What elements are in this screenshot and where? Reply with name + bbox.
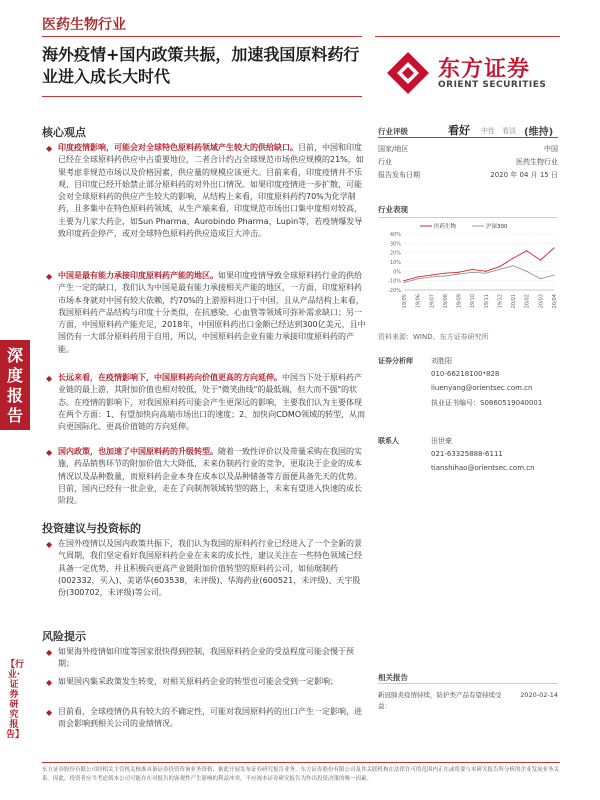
risk-point-3-text: 目前看，全球疫情仍具有较大的不确定性，可能对我国原料药的出口产生一定影响，进而会影响到相关公司的业绩情况。 [58, 707, 362, 729]
series-point [553, 247, 554, 248]
x-tick-label: 19/09 [456, 294, 463, 309]
title-rule [42, 96, 362, 97]
chart-title: 行业表现 [378, 204, 558, 218]
risk-point-2 [42, 676, 367, 688]
industry-performance-chart [378, 220, 558, 325]
related-heading: 相关报告 [378, 672, 558, 684]
report-type-tab: 深度报告 [0, 340, 30, 430]
header-rule [42, 36, 362, 37]
related-report-date: 2020-02-14 [520, 691, 558, 699]
series-point [458, 274, 459, 275]
series-point [472, 272, 473, 273]
x-tick-label: 20/04 [552, 294, 558, 309]
core-point-1-text: 目前，中国和印度已经在全球原料药供应中占重要地位，二者合计约占全球规范市场供应规模的21%，如果考虑非规范市场以及价格因素，供应量的规模应该更大。目前来看，印度疫情并不乐观，目印度已经开始禁止部分原料药的对外出口情况。如果印度疫情进一步扩散，可能会对全球原料药的供应产生较大的影响，从结构上来看，印度原料药约70%为化学制药，且多集中在特色原料药领域，从生产端来看，印度规范市场出口集中度相对较高，主要为几家大药企，如Sun Pharma、Aurobindo Pharma、Lupin等，若疫情爆发导致印度药企停产，或对全球特色原料药供应造成巨大冲击。 [58, 143, 364, 239]
core-point-1-bold: 印度疫情影响，可能会对全球特色原料药领域产生较大的供给缺口。 [58, 143, 298, 152]
series-point [499, 269, 500, 270]
related-report-title[interactable]: 新冠肺炎疫情持续，防护类产品有望持续受益： [378, 691, 502, 710]
core-point-3-text: 中国当下处于原料药产业链的最上游，其附加价值也相对较低，处于"微笑曲线"的最低端，但大而不强"的状态。在疫情的影响下，对我国原料药可能会产生更深远的影响，主要我们认为主要体现在两个方面：1、有望加快向高端市场出口的速度；2、加快向CDMO领域的转型，从而向更国际化、更高价值链的方向延伸。 [58, 373, 366, 432]
core-point-2 [42, 270, 367, 356]
series-point [431, 276, 432, 277]
contact-name: 田世豪 [431, 437, 452, 445]
contact-phone: 021-63325888-6111 [431, 450, 503, 458]
contact-email[interactable]: tianshihao@orientsec.com.cn [431, 464, 535, 472]
series-point [526, 250, 527, 251]
analyst-email[interactable]: liuenyang@orientsec.com.cn [431, 384, 533, 392]
risk-point-3 [42, 706, 367, 731]
invest-point-1 [42, 538, 367, 599]
analyst-label: 证券分析师 [378, 357, 413, 365]
core-point-3 [42, 372, 367, 433]
invest-point-1-text: 在国外疫情以及国内政策共振下，我们认为我国的原料药行业已经进入了一个全新的景气周期，我们坚定看好我国原料药企业在未来的成长性，建议关注在一些特色领域已经具备一定优势，并且积极向更高产业链附加价值转型的原料药公司，如仙琚制药(002332，买入)、美诺华(603538，未评级)、华海药业(600521，未评级)、天宇股份(300702，未评级)等公司。 [58, 539, 362, 598]
y-tick-label: -20% [388, 288, 401, 294]
sector-label: 医药生物行业 [42, 17, 126, 33]
series-point [540, 260, 541, 261]
info-value: 中国 [544, 145, 558, 153]
analyst-phone: 010-66218100*828 [431, 370, 500, 378]
info-key: 国家/地区 [378, 145, 409, 153]
core-point-2-text: 如果印度疫情导致全球原料药行业的供给产生一定的缺口，我们认为中国是最有能力承接相关产能的地区，一方面，印度原料药市场本身就对中国有较大依赖，约70%的上游原料进口于中国，且从产品结构上来看，我国原料药产品结构与印度十分类似，在抗感染、心血管等领域可弥补需求缺口；另一方面，中国原料药产能充足，2018年，中国原料药出口金额已经达到300亿美元，且中国仍有一大部分原料药用于自用，所以，中国原料药企业有能力承接印度原料药的产能。 [58, 271, 366, 354]
bullet-icon: ◆ [46, 144, 53, 153]
y-tick-label: -10% [388, 278, 401, 285]
rating-row [378, 122, 558, 138]
rating-option-negative: 看淡 [502, 127, 516, 135]
core-point-1 [42, 142, 367, 240]
bullet-icon: ◆ [46, 708, 53, 717]
rating-maintain: (维持) [524, 127, 554, 138]
x-tick-label: 19/10 [470, 294, 477, 309]
x-tick-label: 19/05 [402, 294, 408, 309]
series-point [485, 273, 486, 274]
info-value: 2020 年 04 月 15 日 [490, 171, 558, 179]
series-point [458, 272, 459, 273]
chart-source: 资料来源：WIND、东方证券研究所 [378, 333, 489, 341]
risk-heading: 风险提示 [42, 630, 86, 643]
series-point [499, 266, 500, 267]
logo-en: ORIENT SECURITIES [438, 80, 547, 90]
series-point [403, 280, 404, 281]
header-rule-right [375, 36, 560, 37]
footer-rule [42, 762, 560, 763]
core-point-3-bold: 长远来看，在疫情影响下，中国原料药向价值更高的方向延伸。 [58, 373, 282, 382]
contact-label: 联系人 [378, 437, 399, 445]
x-tick-label: 19/06 [415, 294, 422, 309]
x-tick-label: 19/12 [497, 294, 504, 309]
series-line-2 [404, 266, 554, 283]
series-point [512, 265, 513, 266]
series-point [553, 274, 554, 275]
series-point [417, 278, 418, 279]
rating-option-neutral: 中性 [481, 127, 495, 135]
legend-label: 医药生物 [434, 224, 457, 230]
info-key: 报告发布日期 [378, 171, 420, 179]
analyst-cert: 执业证书编号：S0860519040001 [431, 399, 543, 407]
report-title: 海外疫情+国内政策共振，加速我国原料药行业进入成长大时代 [42, 45, 360, 86]
x-tick-label: 19/08 [442, 294, 449, 309]
rating-label: 行业评级 [378, 127, 408, 136]
bullet-icon: ◆ [46, 678, 53, 687]
rating-value: 看好 [448, 124, 470, 137]
y-tick-label: 40% [389, 232, 401, 238]
core-point-4-text: 随着一致性评价以及带量采购在我国的实施，药品销售环节的附加价值大大降低，未来仿制药行业的竞争，更取决于企业的成本情况以及品种数量，而原料药企业本身在成本以及品种储备等方面便具备先天的优势。目前，国内已经有一批企业，走在了向制剂领域转型的路上，未来有望进入快速的成长阶段。 [58, 447, 362, 506]
bullet-icon: ◆ [46, 272, 53, 281]
series-point [540, 278, 541, 279]
y-tick-label: 10% [389, 260, 401, 266]
series-point [417, 276, 418, 277]
series-point [431, 274, 432, 275]
risk-point-1-text: 如果海外疫情如印度等国家很快得到控制，我国原料药企业的受益程度可能会慢于预期； [58, 647, 354, 669]
disclaimer: 东方证券股份有限公司经相关主管机关核准具备证券投资咨询业务资格，据此开展发布证券研究报告业务。东方证券股份有限公司及其关联机构在法律许可的范围内正在或将要与本研究报告所分析的企业发展业务关系。因此，投资者应当考虑到本公司可能存在对报告的客观性产生影响的利益冲突，不应视本证券研究报告为作出投资决策的唯一因素。 [42, 767, 560, 782]
core-point-2-bold: 中国是最有能力承接印度原料药产能的地区。 [58, 271, 218, 280]
y-tick-label: 20% [389, 250, 401, 257]
series-point [526, 271, 527, 272]
bullet-icon: ◆ [46, 448, 53, 457]
y-tick-label: 30% [389, 241, 401, 248]
x-tick-label: 20/02 [524, 294, 531, 309]
x-tick-label: 19/11 [483, 294, 490, 309]
info-value: 医药生物行业 [516, 158, 558, 166]
bullet-icon: ◆ [46, 540, 53, 549]
risk-point-2-text: 如果国内集采政策发生转变，对相关原料药企业的转型也可能会受到一定影响； [58, 677, 338, 686]
info-key: 行业 [378, 158, 392, 166]
x-tick-label: 20/03 [538, 294, 545, 309]
series-point [403, 282, 404, 283]
analyst-name: 刘胜阳 [431, 357, 452, 365]
legend-label: 沪深300 [486, 224, 508, 230]
info-row [378, 170, 558, 182]
core-point-4-bold: 国内政策，也加速了中国原料药的升级转型。 [58, 447, 218, 456]
bullet-icon: ◆ [46, 374, 53, 383]
core-point-4 [42, 446, 367, 507]
vertical-side-label: 【行业·证券研究报告】 [6, 660, 25, 740]
series-point [485, 271, 486, 272]
info-row [378, 144, 558, 156]
series-point [444, 275, 445, 276]
series-point [512, 258, 513, 259]
orient-logo-icon [385, 50, 431, 96]
y-tick-label: 0% [393, 269, 401, 276]
invest-heading: 投资建议与投资标的 [42, 522, 141, 535]
x-tick-label: 19/07 [429, 294, 436, 309]
core-heading: 核心观点 [42, 126, 86, 139]
series-point [472, 269, 473, 270]
x-tick-label: 20/01 [511, 294, 518, 309]
risk-point-1 [42, 646, 367, 671]
series-point [444, 273, 445, 274]
bullet-icon: ◆ [46, 648, 53, 657]
logo-cn: 东方证券 [438, 57, 531, 82]
info-row [378, 157, 558, 169]
